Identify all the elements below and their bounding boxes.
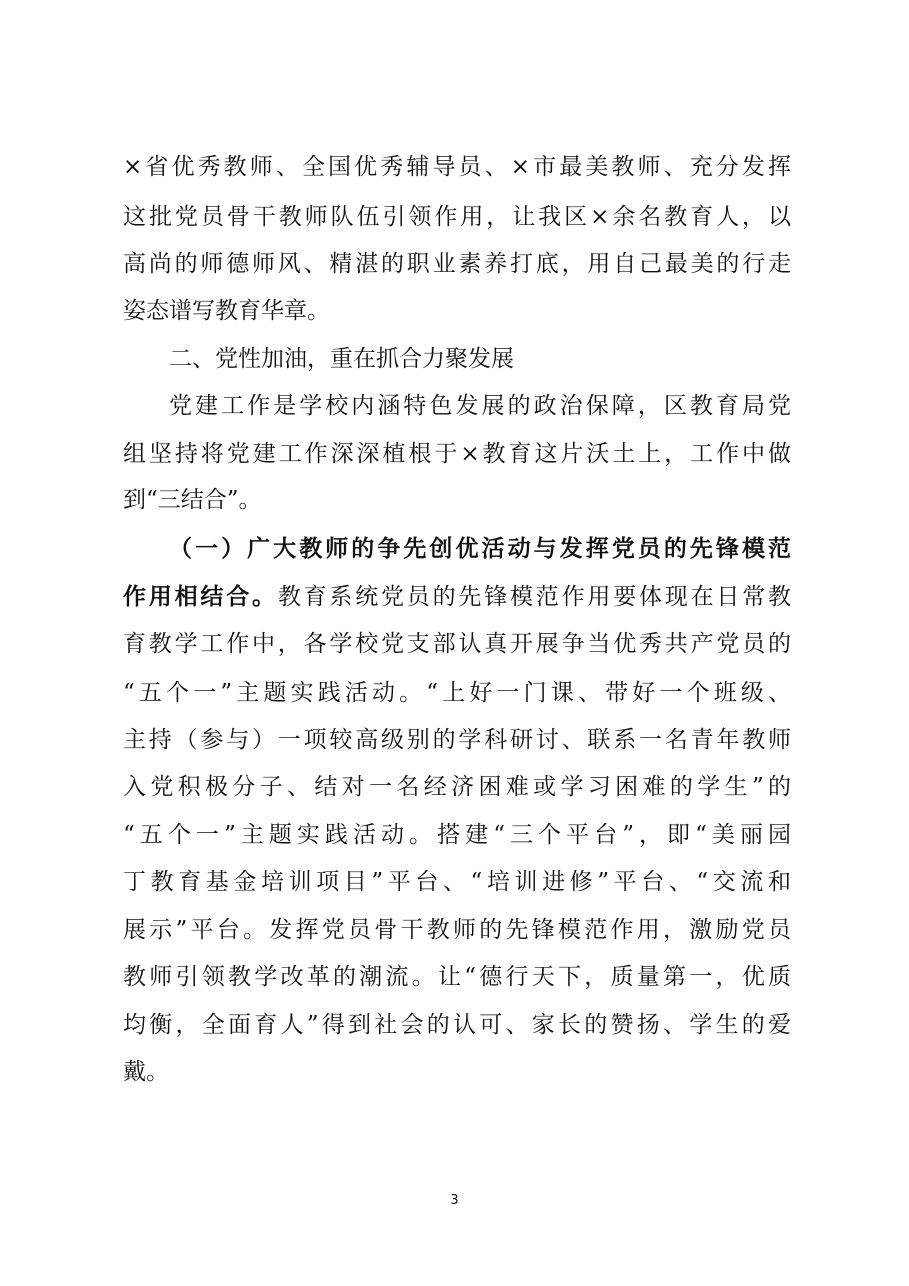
- paragraph-line: 均衡，全面育人”得到社会的认可、家长的赞扬、学生的爱: [123, 1012, 791, 1038]
- paragraph-line: ×省优秀教师、全国优秀辅导员、×市最美教师、充分发挥: [123, 154, 791, 180]
- paragraph-line: 这批党员骨干教师队伍引领作用，让我区×余名教育人，以: [123, 204, 791, 230]
- paragraph-line: 主持（参与）一项较高级别的学科研讨、联系一名青年教师: [123, 727, 791, 753]
- paragraph-line: “五个一”主题实践活动。搭建“三个平台”，即“美丽园: [123, 822, 791, 848]
- paragraph-line: [123, 582, 791, 612]
- paragraph-line: 党建工作是学校内涵特色发展的政治保障，区教育局党: [169, 393, 791, 419]
- paragraph-text: 教育系统党员的先锋模范作用要体现在日常教: [277, 584, 792, 610]
- paragraph-line: 姿态谱写教育华章。: [123, 298, 330, 324]
- paragraph-line: 到“三结合”。: [123, 487, 262, 513]
- paragraph-line: 教师引领教学改革的潮流。让“德行天下，质量第一，优质: [123, 964, 791, 990]
- subsection-heading: （一）广大教师的争先创优活动与发挥党员的先锋模范: [169, 535, 791, 562]
- paragraph-line: 展示”平台。发挥党员骨干教师的先锋模范作用，激励党员: [123, 917, 791, 943]
- paragraph-line: 丁教育基金培训项目”平台、“培训进修”平台、“交流和: [123, 869, 791, 895]
- paragraph-line: 高尚的师德师风、精湛的职业素养打底，用自己最美的行走: [123, 251, 791, 277]
- paragraph-line: 入党积极分子、结对一名经济困难或学习困难的学生”的: [123, 774, 791, 800]
- page-number: 3: [450, 1193, 459, 1208]
- section-heading: 二、党性加油，重在抓合力聚发展: [169, 346, 514, 372]
- paragraph-line: 戴。: [123, 1059, 169, 1085]
- subsection-heading-end: 作用相结合。: [123, 583, 278, 610]
- paragraph-line: 育教学工作中，各学校党支部认真开展争当优秀共产党员的: [123, 631, 791, 657]
- paragraph-line: “五个一”主题实践活动。“上好一门课、带好一个班级、: [123, 680, 791, 706]
- paragraph-line: 组坚持将党建工作深深植根于×教育这片沃土上，工作中做: [123, 441, 791, 467]
